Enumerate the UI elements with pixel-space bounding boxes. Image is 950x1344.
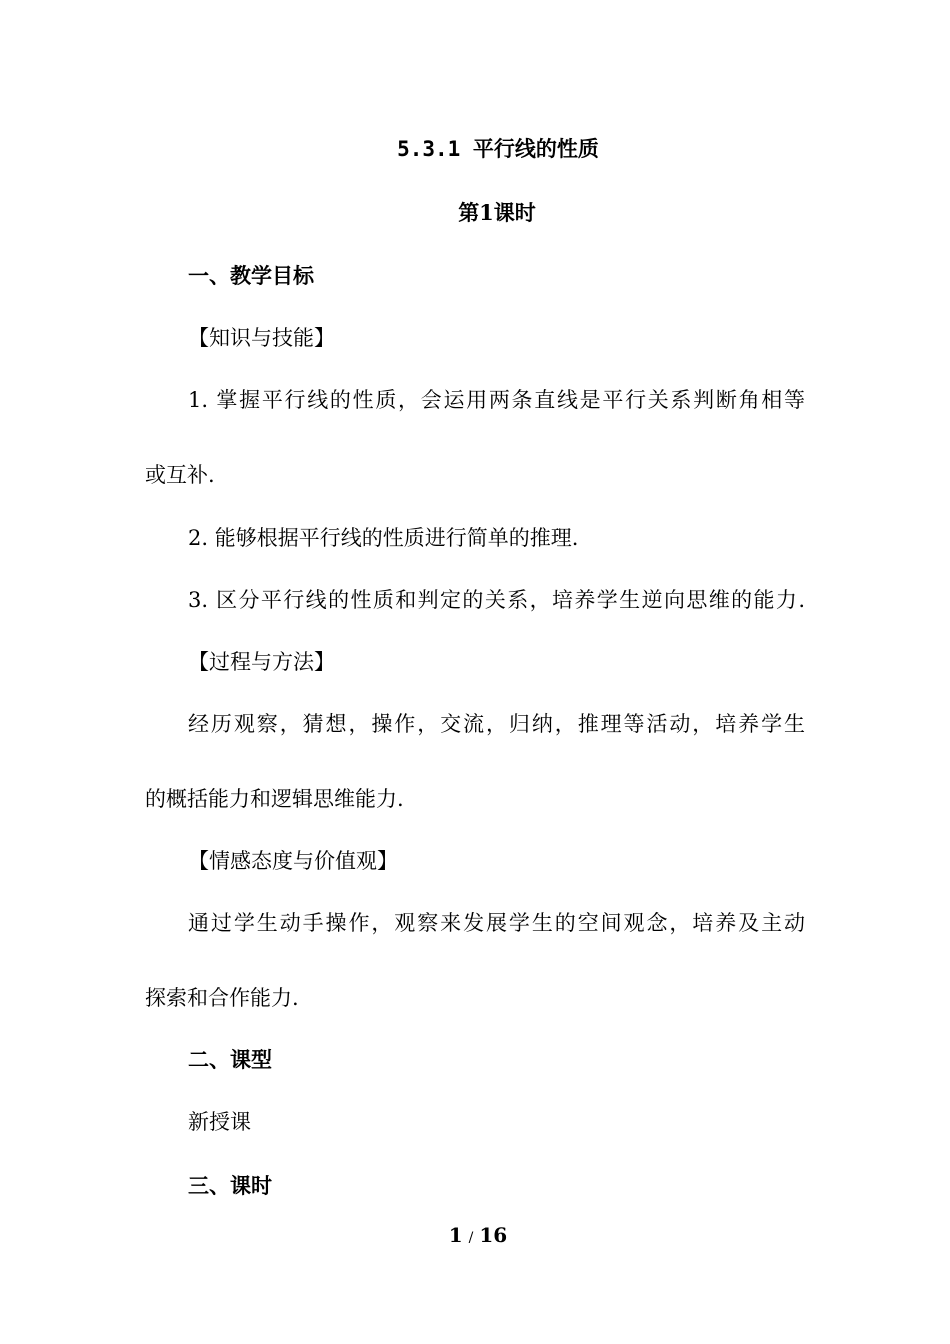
- emotion-paragraph-line-2: 探索和合作能力.: [145, 986, 299, 1010]
- page-number-footer: [0, 1223, 950, 1247]
- current-page-number: 1: [448, 1223, 463, 1247]
- subheading-emotion: 【情感态度与价值观】: [188, 849, 398, 873]
- section-heading-lesson-type: 二、课型: [188, 1047, 272, 1072]
- process-paragraph-line-1: 经历观察，猜想，操作，交流，归纳，推理等活动，培养学生: [188, 712, 805, 736]
- subheading-process: 【过程与方法】: [188, 650, 335, 674]
- objective-item-3: 3. 区分平行线的性质和判定的关系，培养学生逆向思维的能力.: [188, 588, 805, 612]
- emotion-paragraph-line-1: 通过学生动手操作，观察来发展学生的空间观念，培养及主动: [188, 911, 805, 935]
- objective-item-1-line-1: 1. 掌握平行线的性质，会运用两条直线是平行关系判断角相等: [188, 388, 805, 412]
- document-subtitle: 第1课时: [458, 200, 536, 225]
- subheading-knowledge: 【知识与技能】: [188, 326, 335, 350]
- process-paragraph-line-2: 的概括能力和逻辑思维能力.: [145, 787, 404, 811]
- objective-item-1-line-2: 或互补.: [145, 463, 215, 487]
- section-heading-objectives: 一、教学目标: [188, 263, 314, 288]
- total-pages-number: 16: [479, 1223, 508, 1247]
- section-heading-duration: 三、课时: [188, 1173, 272, 1198]
- lesson-type-value: 新授课: [188, 1110, 251, 1134]
- objective-item-2: 2. 能够根据平行线的性质进行简单的推理.: [188, 526, 579, 550]
- page-separator: /: [468, 1230, 474, 1246]
- document-title: 5.3.1 平行线的性质: [397, 137, 599, 161]
